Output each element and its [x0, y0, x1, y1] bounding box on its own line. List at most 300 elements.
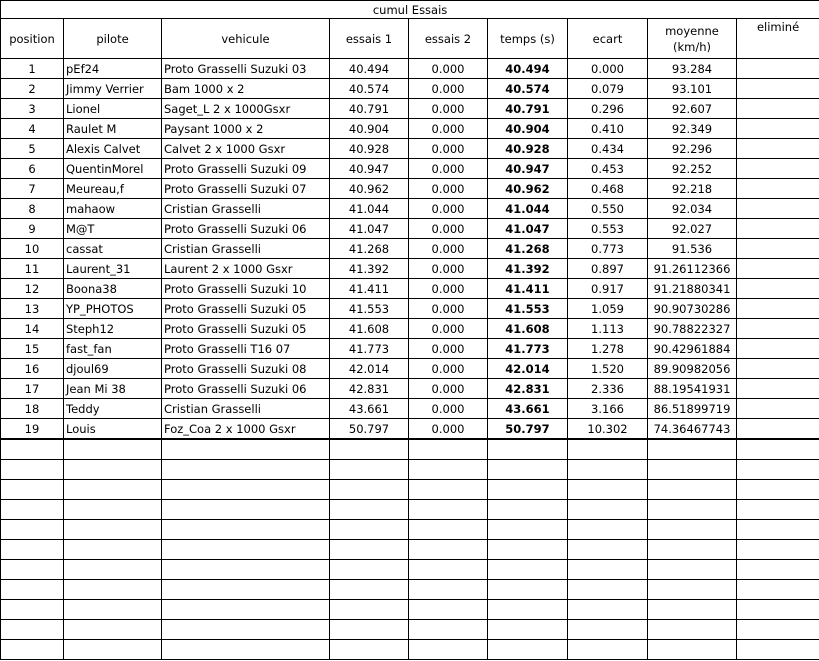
empty-cell — [330, 580, 409, 600]
empty-cell — [409, 460, 488, 480]
cell-essais1: 41.553 — [330, 299, 409, 319]
empty-cell — [1, 540, 64, 560]
cell-vehicule: Proto Grasselli T16 07 — [162, 339, 330, 359]
cell-ecart: 0.468 — [568, 179, 648, 199]
cell-vehicule: Proto Grasselli Suzuki 05 — [162, 319, 330, 339]
empty-cell — [330, 620, 409, 640]
cell-ecart: 1.059 — [568, 299, 648, 319]
cell-moyenne: 92.607 — [648, 99, 737, 119]
col-header-pilote: pilote — [64, 19, 162, 59]
cell-essais2: 0.000 — [409, 119, 488, 139]
cell-essais2: 0.000 — [409, 359, 488, 379]
cell-essais2: 0.000 — [409, 159, 488, 179]
empty-cell — [330, 540, 409, 560]
table-row — [1, 279, 819, 299]
table-row — [1, 219, 819, 239]
cell-elimine — [737, 419, 819, 440]
empty-cell — [409, 640, 488, 660]
empty-cell — [488, 500, 568, 520]
empty-row — [1, 600, 819, 620]
empty-cell — [1, 560, 64, 580]
cell-pilote: Steph12 — [64, 319, 162, 339]
cell-ecart: 0.079 — [568, 79, 648, 99]
cell-ecart: 0.773 — [568, 239, 648, 259]
cell-ecart: 0.553 — [568, 219, 648, 239]
cell-ecart: 3.166 — [568, 399, 648, 419]
cell-essais2: 0.000 — [409, 79, 488, 99]
table-title: cumul Essais — [1, 1, 819, 19]
cell-moyenne: 90.90730286 — [648, 299, 737, 319]
cell-essais1: 41.411 — [330, 279, 409, 299]
cell-temps: 42.014 — [488, 359, 568, 379]
cell-essais2: 0.000 — [409, 179, 488, 199]
cell-temps: 40.791 — [488, 99, 568, 119]
col-header-moyenne: moyenne (km/h) — [648, 19, 737, 59]
empty-cell — [1, 480, 64, 500]
cell-elimine — [737, 399, 819, 419]
cell-moyenne: 92.218 — [648, 179, 737, 199]
col-header-ecart: ecart — [568, 19, 648, 59]
empty-cell — [1, 520, 64, 540]
empty-cell — [409, 540, 488, 560]
empty-cell — [648, 640, 737, 660]
cell-essais2: 0.000 — [409, 299, 488, 319]
empty-cell — [162, 600, 330, 620]
cell-essais2: 0.000 — [409, 379, 488, 399]
empty-cell — [162, 480, 330, 500]
empty-cell — [162, 620, 330, 640]
empty-cell — [568, 439, 648, 460]
cell-moyenne: 91.536 — [648, 239, 737, 259]
empty-cell — [330, 560, 409, 580]
empty-cell — [568, 620, 648, 640]
empty-cell — [330, 460, 409, 480]
cell-vehicule: Cristian Grasselli — [162, 239, 330, 259]
empty-cell — [648, 480, 737, 500]
cell-vehicule: Proto Grasselli Suzuki 06 — [162, 379, 330, 399]
empty-cell — [737, 600, 819, 620]
empty-cell — [648, 540, 737, 560]
cell-temps: 41.268 — [488, 239, 568, 259]
empty-cell — [737, 500, 819, 520]
cell-moyenne: 92.296 — [648, 139, 737, 159]
cell-pilote: Raulet M — [64, 119, 162, 139]
empty-cell — [162, 580, 330, 600]
cell-temps: 42.831 — [488, 379, 568, 399]
cell-elimine — [737, 119, 819, 139]
empty-cell — [568, 480, 648, 500]
cell-essais2: 0.000 — [409, 399, 488, 419]
cell-pilote: Jean Mi 38 — [64, 379, 162, 399]
cell-essais2: 0.000 — [409, 319, 488, 339]
cell-position: 15 — [1, 339, 64, 359]
empty-row — [1, 500, 819, 520]
cell-essais1: 41.392 — [330, 259, 409, 279]
empty-cell — [64, 540, 162, 560]
table-row — [1, 299, 819, 319]
cell-vehicule: Laurent 2 x 1000 Gsxr — [162, 259, 330, 279]
cell-essais2: 0.000 — [409, 339, 488, 359]
cell-pilote: M@T — [64, 219, 162, 239]
cell-ecart: 0.897 — [568, 259, 648, 279]
table-row — [1, 179, 819, 199]
cell-moyenne: 92.252 — [648, 159, 737, 179]
empty-cell — [648, 560, 737, 580]
cell-temps: 40.962 — [488, 179, 568, 199]
empty-cell — [737, 460, 819, 480]
empty-cell — [409, 500, 488, 520]
empty-cell — [648, 620, 737, 640]
empty-cell — [737, 580, 819, 600]
cell-elimine — [737, 199, 819, 219]
table-row — [1, 59, 819, 79]
cell-vehicule: Proto Grasselli Suzuki 06 — [162, 219, 330, 239]
cell-essais1: 40.791 — [330, 99, 409, 119]
empty-cell — [409, 520, 488, 540]
cell-vehicule: Proto Grasselli Suzuki 08 — [162, 359, 330, 379]
empty-cell — [409, 439, 488, 460]
empty-cell — [648, 439, 737, 460]
table-row — [1, 159, 819, 179]
cell-essais2: 0.000 — [409, 279, 488, 299]
empty-cell — [648, 500, 737, 520]
cell-essais1: 40.904 — [330, 119, 409, 139]
cell-temps: 40.574 — [488, 79, 568, 99]
cell-temps: 41.553 — [488, 299, 568, 319]
cell-position: 6 — [1, 159, 64, 179]
table-body — [1, 59, 819, 660]
empty-cell — [488, 620, 568, 640]
empty-cell — [1, 500, 64, 520]
cell-temps: 41.773 — [488, 339, 568, 359]
empty-cell — [488, 520, 568, 540]
empty-cell — [488, 439, 568, 460]
cell-moyenne: 93.284 — [648, 59, 737, 79]
cell-temps: 40.904 — [488, 119, 568, 139]
cell-pilote: Alexis Calvet — [64, 139, 162, 159]
empty-cell — [568, 540, 648, 560]
empty-cell — [409, 580, 488, 600]
cell-moyenne: 90.78822327 — [648, 319, 737, 339]
empty-cell — [488, 600, 568, 620]
cell-vehicule: Calvet 2 x 1000 Gsxr — [162, 139, 330, 159]
cell-position: 12 — [1, 279, 64, 299]
cell-temps: 40.947 — [488, 159, 568, 179]
cell-ecart: 1.278 — [568, 339, 648, 359]
cell-elimine — [737, 279, 819, 299]
empty-cell — [330, 439, 409, 460]
empty-cell — [162, 460, 330, 480]
table-row — [1, 119, 819, 139]
cell-moyenne: 91.21880341 — [648, 279, 737, 299]
cell-vehicule: Proto Grasselli Suzuki 03 — [162, 59, 330, 79]
cell-essais2: 0.000 — [409, 419, 488, 440]
cell-essais2: 0.000 — [409, 139, 488, 159]
col-header-essais1: essais 1 — [330, 19, 409, 59]
cell-essais1: 40.962 — [330, 179, 409, 199]
cell-position: 2 — [1, 79, 64, 99]
empty-cell — [409, 480, 488, 500]
empty-cell — [409, 600, 488, 620]
cell-ecart: 0.550 — [568, 199, 648, 219]
table-row — [1, 399, 819, 419]
empty-cell — [568, 560, 648, 580]
cell-elimine — [737, 79, 819, 99]
cell-ecart: 1.520 — [568, 359, 648, 379]
cell-essais2: 0.000 — [409, 259, 488, 279]
cell-temps: 41.047 — [488, 219, 568, 239]
cell-temps: 41.411 — [488, 279, 568, 299]
cell-position: 11 — [1, 259, 64, 279]
empty-cell — [162, 520, 330, 540]
table-row — [1, 319, 819, 339]
cell-ecart: 10.302 — [568, 419, 648, 440]
cell-moyenne: 92.034 — [648, 199, 737, 219]
cell-essais1: 41.268 — [330, 239, 409, 259]
empty-cell — [648, 580, 737, 600]
cell-position: 8 — [1, 199, 64, 219]
cell-pilote: Teddy — [64, 399, 162, 419]
empty-row — [1, 439, 819, 460]
empty-cell — [737, 439, 819, 460]
empty-cell — [64, 560, 162, 580]
cell-elimine — [737, 179, 819, 199]
empty-cell — [330, 640, 409, 660]
empty-cell — [648, 520, 737, 540]
cell-essais2: 0.000 — [409, 59, 488, 79]
cell-elimine — [737, 339, 819, 359]
empty-cell — [64, 500, 162, 520]
empty-row — [1, 520, 819, 540]
cell-essais2: 0.000 — [409, 239, 488, 259]
cell-essais1: 41.047 — [330, 219, 409, 239]
cell-moyenne: 92.349 — [648, 119, 737, 139]
cell-pilote: Laurent_31 — [64, 259, 162, 279]
cell-ecart: 0.917 — [568, 279, 648, 299]
empty-cell — [737, 540, 819, 560]
table-row — [1, 199, 819, 219]
empty-cell — [64, 460, 162, 480]
cell-position: 19 — [1, 419, 64, 440]
cell-position: 14 — [1, 319, 64, 339]
empty-cell — [737, 480, 819, 500]
cell-pilote: fast_fan — [64, 339, 162, 359]
cell-vehicule: Proto Grasselli Suzuki 07 — [162, 179, 330, 199]
empty-cell — [330, 600, 409, 620]
table-row — [1, 379, 819, 399]
empty-cell — [488, 580, 568, 600]
empty-cell — [648, 600, 737, 620]
cell-vehicule: Paysant 1000 x 2 — [162, 119, 330, 139]
empty-cell — [64, 640, 162, 660]
cell-elimine — [737, 99, 819, 119]
empty-cell — [568, 600, 648, 620]
empty-cell — [1, 620, 64, 640]
empty-cell — [162, 540, 330, 560]
cell-moyenne: 86.51899719 — [648, 399, 737, 419]
cell-temps: 40.494 — [488, 59, 568, 79]
cell-vehicule: Proto Grasselli Suzuki 10 — [162, 279, 330, 299]
empty-cell — [568, 500, 648, 520]
cell-pilote: Louis — [64, 419, 162, 440]
cell-ecart: 0.410 — [568, 119, 648, 139]
empty-cell — [488, 460, 568, 480]
cell-position: 17 — [1, 379, 64, 399]
cell-elimine — [737, 59, 819, 79]
cell-temps: 40.928 — [488, 139, 568, 159]
cell-moyenne: 74.36467743 — [648, 419, 737, 440]
cell-elimine — [737, 359, 819, 379]
cell-pilote: YP_PHOTOS — [64, 299, 162, 319]
header-row — [1, 19, 819, 59]
table-row — [1, 259, 819, 279]
cell-temps: 41.608 — [488, 319, 568, 339]
empty-cell — [737, 560, 819, 580]
empty-cell — [488, 540, 568, 560]
empty-cell — [409, 620, 488, 640]
table-row — [1, 139, 819, 159]
col-header-elimine: eliminé — [737, 19, 819, 59]
empty-cell — [737, 640, 819, 660]
cell-elimine — [737, 259, 819, 279]
cell-pilote: Jimmy Verrier — [64, 79, 162, 99]
empty-cell — [737, 520, 819, 540]
empty-cell — [568, 640, 648, 660]
empty-cell — [568, 520, 648, 540]
cell-position: 9 — [1, 219, 64, 239]
cell-essais2: 0.000 — [409, 199, 488, 219]
cell-ecart: 0.434 — [568, 139, 648, 159]
empty-cell — [568, 580, 648, 600]
col-header-vehicule: vehicule — [162, 19, 330, 59]
table-row — [1, 359, 819, 379]
cell-position: 7 — [1, 179, 64, 199]
cell-pilote: mahaow — [64, 199, 162, 219]
cell-elimine — [737, 299, 819, 319]
cell-ecart: 0.296 — [568, 99, 648, 119]
table-row — [1, 79, 819, 99]
col-header-essais2: essais 2 — [409, 19, 488, 59]
empty-cell — [1, 460, 64, 480]
cell-essais1: 41.773 — [330, 339, 409, 359]
cell-elimine — [737, 379, 819, 399]
empty-row — [1, 560, 819, 580]
empty-cell — [64, 480, 162, 500]
cell-elimine — [737, 219, 819, 239]
empty-cell — [488, 480, 568, 500]
cell-pilote: cassat — [64, 239, 162, 259]
cell-essais1: 41.608 — [330, 319, 409, 339]
cell-elimine — [737, 159, 819, 179]
cell-moyenne: 88.19541931 — [648, 379, 737, 399]
cell-vehicule: Bam 1000 x 2 — [162, 79, 330, 99]
table-row — [1, 239, 819, 259]
cell-vehicule: Cristian Grasselli — [162, 199, 330, 219]
empty-cell — [64, 600, 162, 620]
empty-cell — [64, 620, 162, 640]
empty-cell — [162, 560, 330, 580]
cell-essais1: 42.831 — [330, 379, 409, 399]
cell-pilote: Meureau,f — [64, 179, 162, 199]
cell-moyenne: 91.26112366 — [648, 259, 737, 279]
cell-elimine — [737, 239, 819, 259]
empty-cell — [162, 640, 330, 660]
cell-position: 3 — [1, 99, 64, 119]
cell-elimine — [737, 139, 819, 159]
table-row — [1, 339, 819, 359]
cell-moyenne: 92.027 — [648, 219, 737, 239]
empty-cell — [64, 439, 162, 460]
cell-vehicule: Saget_L 2 x 1000Gsxr — [162, 99, 330, 119]
cell-moyenne: 89.90982056 — [648, 359, 737, 379]
cell-position: 13 — [1, 299, 64, 319]
cell-vehicule: Foz_Coa 2 x 1000 Gsxr — [162, 419, 330, 440]
empty-cell — [568, 460, 648, 480]
cell-ecart: 0.000 — [568, 59, 648, 79]
empty-row — [1, 620, 819, 640]
cell-pilote: pEf24 — [64, 59, 162, 79]
cell-temps: 41.044 — [488, 199, 568, 219]
cell-essais2: 0.000 — [409, 99, 488, 119]
cell-essais2: 0.000 — [409, 219, 488, 239]
cell-pilote: Lionel — [64, 99, 162, 119]
cell-temps: 50.797 — [488, 419, 568, 440]
empty-row — [1, 460, 819, 480]
cell-position: 10 — [1, 239, 64, 259]
col-header-temps: temps (s) — [488, 19, 568, 59]
empty-cell — [1, 600, 64, 620]
cell-position: 1 — [1, 59, 64, 79]
cell-essais1: 40.494 — [330, 59, 409, 79]
empty-cell — [409, 560, 488, 580]
empty-cell — [330, 480, 409, 500]
cell-position: 16 — [1, 359, 64, 379]
empty-cell — [330, 500, 409, 520]
cell-temps: 41.392 — [488, 259, 568, 279]
cell-essais1: 40.928 — [330, 139, 409, 159]
cell-ecart: 1.113 — [568, 319, 648, 339]
cell-ecart: 0.453 — [568, 159, 648, 179]
cell-position: 4 — [1, 119, 64, 139]
cell-pilote: djoul69 — [64, 359, 162, 379]
empty-cell — [1, 640, 64, 660]
cell-temps: 43.661 — [488, 399, 568, 419]
empty-cell — [64, 580, 162, 600]
cell-pilote: Boona38 — [64, 279, 162, 299]
empty-cell — [330, 520, 409, 540]
cell-essais1: 43.661 — [330, 399, 409, 419]
col-header-position: position — [1, 19, 64, 59]
empty-row — [1, 540, 819, 560]
table-row — [1, 419, 819, 440]
cell-essais1: 40.574 — [330, 79, 409, 99]
empty-cell — [162, 500, 330, 520]
empty-row — [1, 640, 819, 660]
empty-cell — [488, 560, 568, 580]
cell-position: 18 — [1, 399, 64, 419]
empty-cell — [648, 460, 737, 480]
cell-essais1: 42.014 — [330, 359, 409, 379]
cell-elimine — [737, 319, 819, 339]
cell-essais1: 40.947 — [330, 159, 409, 179]
cell-position: 5 — [1, 139, 64, 159]
cell-essais1: 50.797 — [330, 419, 409, 440]
cell-pilote: QuentinMorel — [64, 159, 162, 179]
empty-cell — [162, 439, 330, 460]
empty-cell — [1, 439, 64, 460]
cell-ecart: 2.336 — [568, 379, 648, 399]
cell-moyenne: 90.42961884 — [648, 339, 737, 359]
